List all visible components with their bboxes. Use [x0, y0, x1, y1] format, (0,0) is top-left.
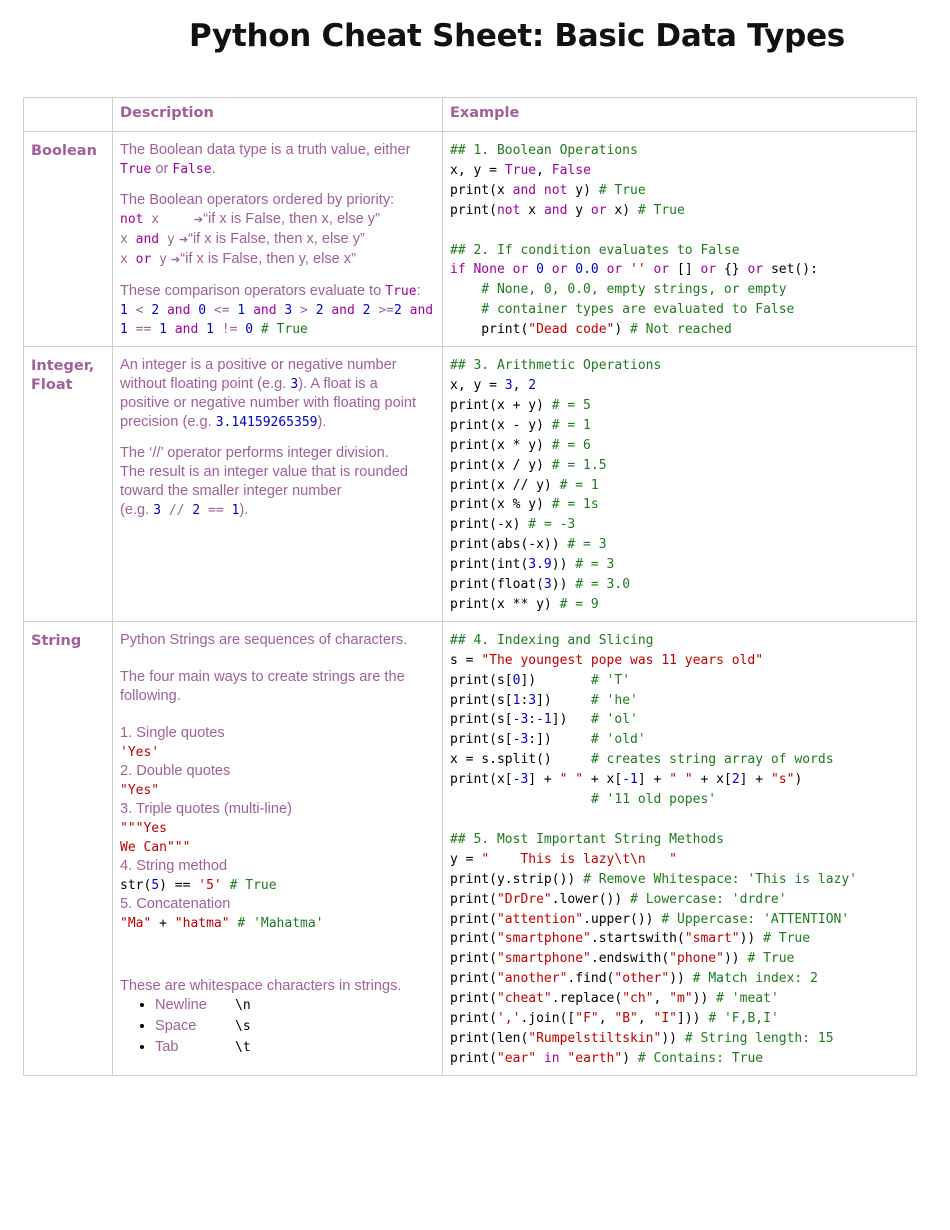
str-whitespace-intro: These are whitespace characters in strings.: [120, 977, 402, 994]
whitespace-item: • Tab \t: [155, 1038, 435, 1059]
int-div-line: The result is an integer value that is rounded: [120, 464, 408, 481]
cheat-sheet-table: [23, 97, 917, 1076]
bool-comparison-example-2: 1 == 1 and 1 != 0 # True: [120, 322, 308, 337]
description-integer-float: [113, 347, 443, 622]
bool-comparison-intro: These comparison operators evaluate to True:: [120, 283, 421, 299]
str-way-2-code: "Yes": [120, 782, 160, 798]
header-description: Description: [113, 98, 443, 132]
str-way-3-code: """Yes: [120, 820, 167, 836]
page-title: Python Cheat Sheet: Basic Data Types: [189, 18, 845, 54]
code-string: "The youngest pope was 11 years old": [481, 652, 764, 668]
header-example: Example: [443, 98, 917, 132]
period: .: [211, 161, 216, 177]
example-integer-float: ## 3. Arithmetic Operations x, y = 3, 2 print(x + y) # = 5 print(x - y) # = 1 print(x * y) # = 6 print(x / y) # = 1.5 print(x // y) # = 1 print(x % y) # = 1s print(-x) # = -3 print(abs(-x)) # = 3 print(int(3.9)) # = 3 print(float(3)) # = 3.0 print(x ** y) # = 9: [443, 347, 917, 622]
false-keyword: False: [172, 162, 212, 177]
str-desc-line: The four main ways to create strings are the: [120, 668, 405, 685]
table-header-row: [24, 98, 917, 132]
table-row-integer-float: [24, 347, 917, 622]
bool-op-and: x and y ➔“if x is False, then x, else y”: [120, 231, 365, 247]
table-row-string: [24, 621, 917, 1075]
str-way-5: 5. Concatenation: [120, 895, 231, 912]
arrow-icon: ➔: [193, 214, 204, 226]
str-way-4: 4. String method: [120, 857, 228, 874]
int-div-line: The ‘//’ operator performs integer division.: [120, 445, 389, 462]
code-heading: ## 2. If condition evaluates to False: [450, 242, 740, 258]
str-way-2: 2. Double quotes: [120, 762, 231, 779]
int-desc-line: without floating point (e.g. 3). A float is a: [120, 376, 378, 393]
table-row-boolean: [24, 132, 917, 347]
str-way-5-code: "Ma" + "hatma" # 'Mahatma': [120, 915, 324, 931]
str-way-1-code: 'Yes': [120, 744, 160, 760]
str-way-1: 1. Single quotes: [120, 724, 225, 741]
description-string: [113, 621, 443, 1075]
bool-op-or-text: “if x is False, then y, else x”: [180, 251, 356, 267]
code-heading: ## 1. Boolean Operations: [450, 143, 638, 158]
example-boolean: ## 1. Boolean Operations x, y = True, False print(x and not y) # True print(not x and y or x) # True ## 2. If condition evaluates to False if None or 0 or 0.0 or '' or [] or {} or set(): # None, 0, 0.0, empty strings, or empty # container types are evaluated to False print("Dead code") # Not reached: [443, 132, 917, 347]
bool-op-not: not x ➔“if x is False, then x, else y”: [120, 210, 435, 230]
header-empty-cell: [24, 98, 113, 132]
example-string: ## 4. Indexing and Slicing s = "The youngest pope was 11 years old" print(s[0]) # 'T' print(s[1:3]) # 'he' print(s[-3:-1]) # 'ol' print(s[-3:]) # 'old' x = s.split() # creates string array of words print(x[-3] + " " + x[-1] + " " + x[2] + "s") # '11 old popes' ## 5. Most Important String Methods y = " This is lazy\t\n " print(y.strip()) # Remove Whitespace: 'This is lazy' print("DrDre".lower()) # Lowercase: 'drdre' print("attention".upper()) # Uppercase: 'ATTENTION' print("smartphone".startswith("smart")) # True print("smartphone".endswith("phone")) # True print("another".find("other")) # Match index: 2 print("cheat".replace("ch", "m")) # 'meat' print(','.join(["F", "B", "I"])) # 'F,B,I' print(len("Rumpelstiltskin")) # String length: 15 print("ear" in "earth") # Contains: True: [443, 621, 917, 1075]
str-way-3-code: We Can""": [120, 839, 191, 855]
description-boolean: [113, 132, 443, 347]
bool-comparison-example-1: 1 < 2 and 0 <= 1 and 3 > 2 and 2 >=2 and: [120, 303, 434, 318]
code-comment: # container types are evaluated to False: [450, 302, 795, 318]
whitespace-list: [120, 996, 435, 1059]
category-string: String: [24, 621, 113, 1075]
bool-comparison-text: These comparison operators evaluate to: [120, 283, 382, 299]
int-desc-line: precision (e.g. 3.14159265359).: [120, 414, 327, 431]
arrow-icon: ➔: [171, 254, 181, 266]
bool-op-and-text: “if x is False, then x, else y”: [188, 231, 365, 247]
code-heading: ## 5. Most Important String Methods: [450, 831, 724, 847]
category-boolean: Boolean: [24, 132, 113, 347]
arrow-icon: ➔: [178, 234, 189, 246]
code-heading: ## 3. Arithmetic Operations: [450, 358, 662, 374]
whitespace-item: • Newline \n: [155, 996, 435, 1017]
str-desc-line: Python Strings are sequences of characters.: [120, 631, 408, 648]
true-keyword: True: [120, 162, 152, 177]
str-way-3: 3. Triple quotes (multi-line): [120, 800, 292, 817]
bool-desc-values: [120, 160, 435, 179]
or-word: or: [155, 161, 169, 177]
bool-op-or: x or y ➔“if x is False, then y, else x”: [120, 251, 356, 267]
bool-desc-line: The Boolean data type is a truth value, either: [120, 142, 411, 158]
category-integer-float: Integer, Float: [24, 347, 113, 622]
int-div-line: toward the smaller integer number: [120, 483, 342, 500]
whitespace-item: • Space \s: [155, 1017, 435, 1038]
bool-operators-intro: The Boolean operators ordered by priority:: [120, 192, 395, 208]
str-way-4-code: str(5) == '5' # True: [120, 877, 277, 893]
int-desc-line: positive or negative number with floating point: [120, 395, 417, 412]
bool-op-not-text: “if x is False, then x, else y”: [203, 211, 380, 227]
code-comment: # None, 0, 0.0, empty strings, or empty: [450, 282, 787, 298]
code-heading: ## 4. Indexing and Slicing: [450, 632, 654, 648]
int-div-example: (e.g. 3 // 2 == 1).: [120, 502, 249, 519]
str-desc-line: following.: [120, 687, 181, 704]
int-desc-line: An integer is a positive or negative number: [120, 357, 397, 374]
